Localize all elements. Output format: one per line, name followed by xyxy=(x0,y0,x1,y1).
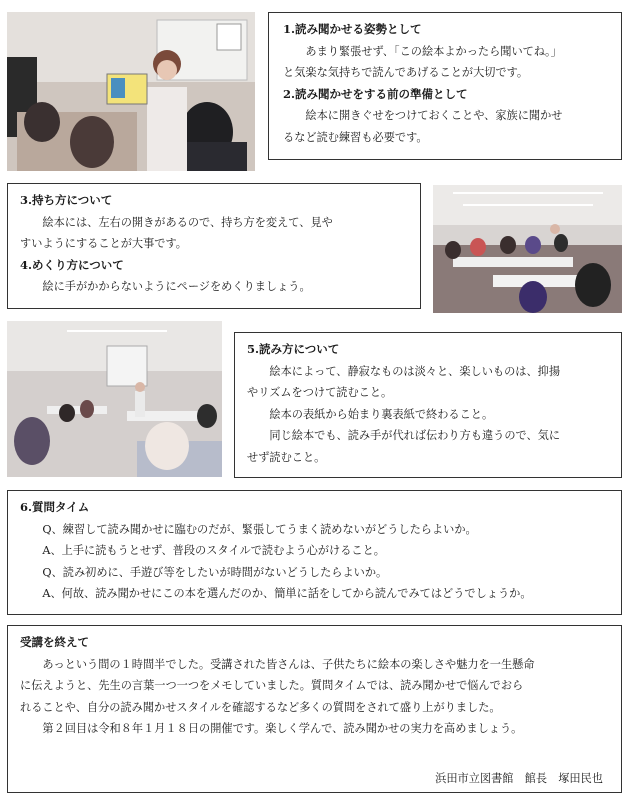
signature: 浜田市立図書館 館長 塚田民也 xyxy=(435,772,603,785)
heading-question-time: 6.質問タイム xyxy=(20,500,90,514)
text-posture-1: あまり緊張せず、「この絵本よかったら聞いてね。」 xyxy=(305,44,562,58)
photo-lecture-hall xyxy=(7,321,222,477)
section-posture-preparation xyxy=(268,12,622,160)
text-turning-1: 絵に手がかからないようにページをめくりましょう。 xyxy=(42,280,311,293)
text-preparation-1: 絵本に開きぐせをつけておくことや、家族に聞かせ xyxy=(305,109,563,122)
heading-closing: 受講を終えて xyxy=(20,635,89,649)
section-question-time xyxy=(7,490,622,615)
text-reading-5: せず読むこと。 xyxy=(247,450,326,464)
closing-line-4: 第２回目は令和８年１月１８日の開催です。楽しく学んで、読み聞かせの実力を高めましょう。 xyxy=(42,722,523,735)
photo-instructor-reading xyxy=(7,12,255,171)
text-reading-2: やリズムをつけて読むこと。 xyxy=(247,386,393,399)
closing-line-2: に伝えようと、先生の言葉一つ一つをメモしていました。質問タイムでは、読み聞かせで悩んでおら xyxy=(20,679,524,692)
heading-holding: 3.持ち方について xyxy=(20,193,113,207)
heading-turning: 4.めくり方について xyxy=(20,257,124,272)
text-holding-2: すいようにすることが大事です。 xyxy=(20,237,187,250)
heading-reading: 5.読み方について xyxy=(247,342,340,356)
photo-seminar-room xyxy=(433,185,622,313)
answer-1: A、上手に読もうとせず、普段のスタイルで読むよう心がけること。 xyxy=(42,544,385,557)
closing-line-1: あっという間の１時間半でした。受講された皆さんは、子供たちに絵本の楽しさや魅力を一生懸命 xyxy=(42,657,535,671)
heading-posture: 1.読み聞かせる姿勢として xyxy=(283,22,422,36)
answer-2: A、何故、読み聞かせにこの本を選んだのか、簡単に話をしてから読んでみてはどうでしょうか。 xyxy=(42,587,532,600)
text-reading-1: 絵本によって、静寂なものは淡々と、楽しいものは、抑揚 xyxy=(269,364,561,378)
closing-line-3: れることや、自分の読み聞かせスタイルを確認するなど多くの質問をされて盛り上がりました。 xyxy=(20,700,501,714)
section-holding-turning xyxy=(7,183,421,309)
text-preparation-2: るなど読む練習も必要です。 xyxy=(283,130,428,144)
text-reading-4: 同じ絵本でも、読み手が代れば伝わり方も違うので、気に xyxy=(269,429,561,442)
heading-preparation: 2.読み聞かせをする前の準備として xyxy=(283,86,468,101)
section-reading-method xyxy=(234,332,622,478)
question-2: Q、読み初めに、手遊び等をしたいが時間がないどうしたらよいか。 xyxy=(42,565,388,579)
section-closing xyxy=(7,625,622,793)
text-reading-3: 絵本の表紙から始まり裏表紙で終わること。 xyxy=(269,407,494,421)
text-posture-2: と気楽な気持ちで読んであげることが大切です。 xyxy=(283,66,529,79)
question-1: Q、練習して読み聞かせに臨むのだが、緊張してうまく読めないがどうしたらよいか。 xyxy=(42,522,477,536)
text-holding-1: 絵本には、左右の開きがあるので、持ち方を変えて、見や xyxy=(42,215,333,229)
